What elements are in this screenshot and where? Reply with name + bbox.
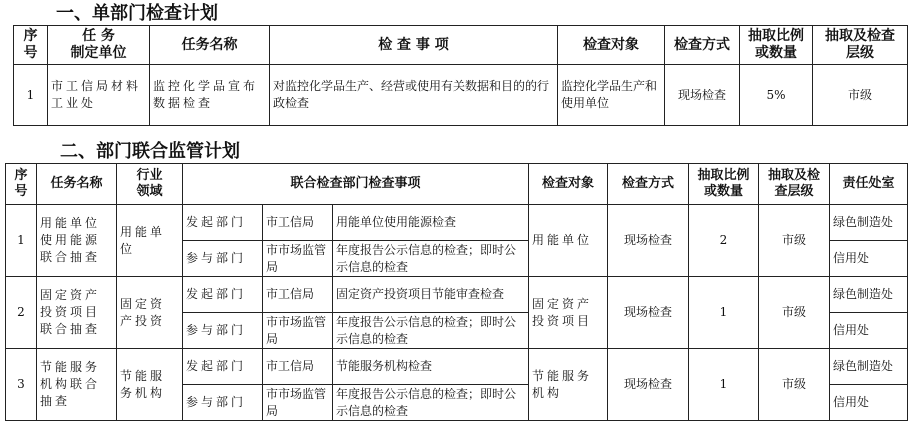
cell-participant-dept: 市市场监管局 — [263, 313, 333, 349]
header-method: 检查方式 — [665, 26, 740, 65]
header-items: 检 查 事 项 — [270, 26, 558, 65]
cell-industry: 用能单位 — [117, 205, 183, 277]
cell-target: 监控化学品生产和使用单位 — [558, 65, 665, 126]
cell-office-secondary: 信用处 — [830, 385, 908, 421]
cell-initiator-role: 发起部门 — [183, 205, 263, 241]
header-joint-items: 联合检查部门检查事项 — [183, 164, 529, 205]
cell-level: 市级 — [813, 65, 908, 126]
cell-office-primary: 绿色制造处 — [830, 205, 908, 241]
cell-ratio: 5% — [740, 65, 813, 126]
cell-level: 市级 — [759, 349, 830, 421]
cell-task: 监控化学品宣布数据检查 — [150, 65, 270, 126]
header-level: 抽取及检 查层级 — [759, 164, 830, 205]
header-unit: 任 务 制定单位 — [48, 26, 150, 65]
cell-industry: 固定资产投资 — [117, 277, 183, 349]
section1-title: 一、单部门检查计划 — [56, 3, 218, 24]
header-task: 任务名称 — [150, 26, 270, 65]
cell-no: 3 — [6, 349, 37, 421]
cell-initiator-item: 用能单位使用能源检查 — [333, 205, 529, 241]
cell-initiator-dept: 市工信局 — [263, 205, 333, 241]
cell-level: 市级 — [759, 205, 830, 277]
cell-participant-role: 参与部门 — [183, 241, 263, 277]
cell-method: 现场检查 — [608, 205, 689, 277]
cell-method: 现场检查 — [608, 277, 689, 349]
header-level: 抽取及检查 层级 — [813, 26, 908, 65]
cell-participant-dept: 市市场监管局 — [263, 241, 333, 277]
cell-task: 用能单位使用能源联合抽查 — [37, 205, 117, 277]
cell-office-secondary: 信用处 — [830, 313, 908, 349]
header-no: 序 号 — [14, 26, 48, 65]
table-row — [6, 277, 908, 313]
cell-target: 用能单位 — [529, 205, 608, 277]
table-header-row — [6, 164, 908, 205]
header-office: 责任处室 — [830, 164, 908, 205]
cell-ratio: 2 — [689, 205, 759, 277]
header-target: 检查对象 — [558, 26, 665, 65]
cell-participant-item: 年度报告公示信息的检查；即时公示信息的检查 — [333, 241, 529, 277]
cell-participant-dept: 市市场监管局 — [263, 385, 333, 421]
header-target: 检查对象 — [529, 164, 608, 205]
cell-initiator-dept: 市工信局 — [263, 277, 333, 313]
cell-target: 固定资产投资项目 — [529, 277, 608, 349]
cell-unit: 市工信局材料工业处 — [48, 65, 150, 126]
cell-ratio: 1 — [689, 349, 759, 421]
cell-items: 对监控化学品生产、经营或使用有关数据和目的的行政检查 — [270, 65, 558, 126]
cell-level: 市级 — [759, 277, 830, 349]
cell-participant-item: 年度报告公示信息的检查；即时公示信息的检查 — [333, 313, 529, 349]
cell-no: 1 — [6, 205, 37, 277]
table-header-row — [14, 26, 908, 65]
section2-title: 二、部门联合监管计划 — [60, 141, 240, 162]
cell-no: 1 — [14, 65, 48, 126]
cell-office-secondary: 信用处 — [830, 241, 908, 277]
table-row — [14, 65, 908, 126]
cell-target: 节能服务机构 — [529, 349, 608, 421]
single-department-plan-table — [13, 25, 908, 126]
cell-participant-item: 年度报告公示信息的检查；即时公示信息的检查 — [333, 385, 529, 421]
cell-task: 固定资产投资项目联合抽查 — [37, 277, 117, 349]
cell-initiator-item: 固定资产投资项目节能审查检查 — [333, 277, 529, 313]
cell-method: 现场检查 — [608, 349, 689, 421]
header-method: 检查方式 — [608, 164, 689, 205]
cell-ratio: 1 — [689, 277, 759, 349]
table-row — [6, 205, 908, 241]
joint-supervision-plan-table — [5, 163, 908, 421]
cell-method: 现场检查 — [665, 65, 740, 126]
cell-participant-role: 参与部门 — [183, 385, 263, 421]
header-industry: 行业 领域 — [117, 164, 183, 205]
header-task: 任务名称 — [37, 164, 117, 205]
cell-initiator-role: 发起部门 — [183, 349, 263, 385]
cell-initiator-item: 节能服务机构检查 — [333, 349, 529, 385]
cell-participant-role: 参与部门 — [183, 313, 263, 349]
cell-initiator-dept: 市工信局 — [263, 349, 333, 385]
cell-initiator-role: 发起部门 — [183, 277, 263, 313]
header-ratio: 抽取比例 或数量 — [740, 26, 813, 65]
header-ratio: 抽取比例 或数量 — [689, 164, 759, 205]
cell-task: 节能服务机构联合抽查 — [37, 349, 117, 421]
header-no: 序 号 — [6, 164, 37, 205]
cell-office-primary: 绿色制造处 — [830, 277, 908, 313]
table-row — [6, 349, 908, 385]
cell-industry: 节能服务机构 — [117, 349, 183, 421]
cell-no: 2 — [6, 277, 37, 349]
cell-office-primary: 绿色制造处 — [830, 349, 908, 385]
